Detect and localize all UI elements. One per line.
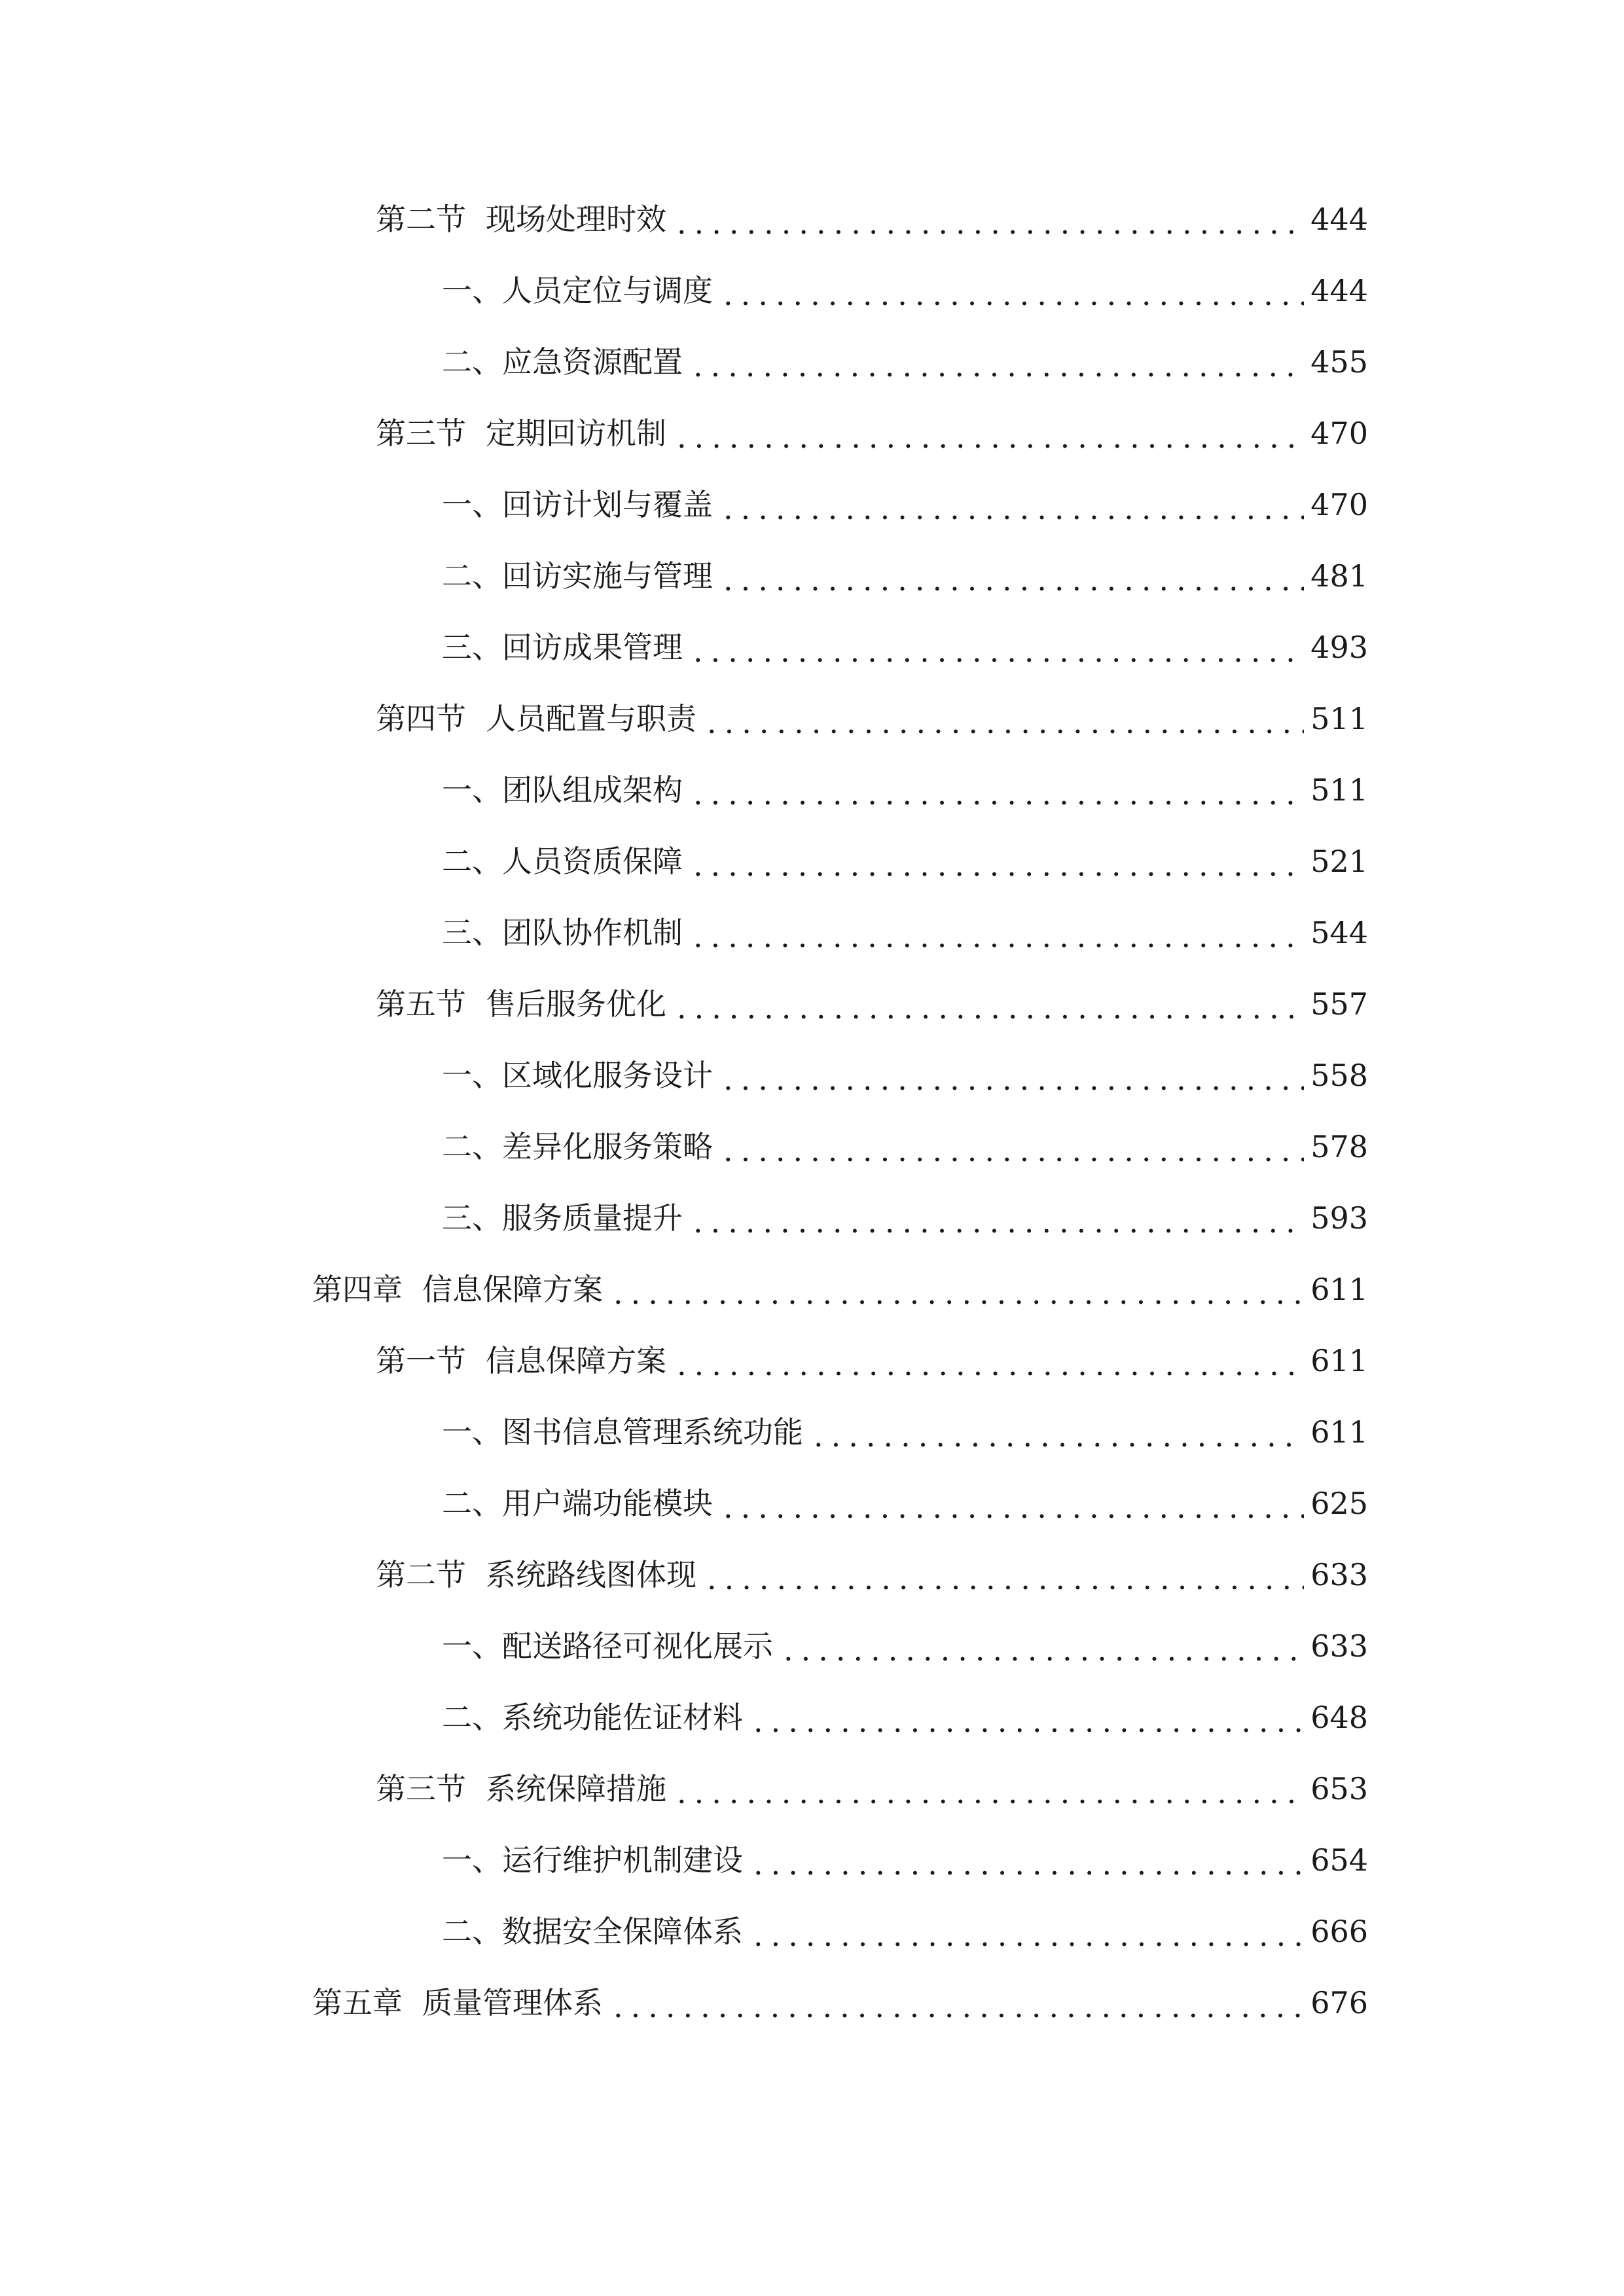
toc-entry-number: 第五节 [376, 986, 466, 1022]
toc-entry-page: 444 [1310, 273, 1368, 308]
toc-entry[interactable] [442, 1691, 1368, 1744]
toc-entry-number: 一、 [442, 1058, 502, 1093]
toc-entry[interactable] [312, 1263, 1368, 1316]
toc-entry-number: 二、 [442, 844, 502, 879]
toc-entry[interactable] [442, 1192, 1368, 1244]
toc-entry-number: 一、 [442, 772, 502, 808]
toc-entry-page: 455 [1310, 344, 1368, 380]
toc-entry[interactable] [442, 1049, 1368, 1102]
toc-dot-leader [784, 1624, 1304, 1676]
toc-entry[interactable] [442, 1620, 1368, 1672]
toc-dot-leader [723, 1053, 1304, 1105]
toc-dot-leader [693, 910, 1304, 963]
toc-entry-title: 回访计划与覆盖 [502, 487, 713, 522]
toc-entry-page: 593 [1310, 1200, 1368, 1236]
toc-entry[interactable] [442, 264, 1368, 317]
toc-entry[interactable] [376, 1763, 1368, 1815]
toc-entry-number: 一、 [442, 1628, 502, 1664]
toc-dot-leader [677, 1767, 1304, 1819]
toc-entry-page: 654 [1310, 1842, 1368, 1878]
toc-entry-number: 二、 [442, 1700, 502, 1735]
toc-entry-number: 一、 [442, 487, 502, 522]
toc-entry[interactable] [376, 978, 1368, 1030]
toc-entry[interactable] [442, 336, 1368, 388]
toc-dot-leader [693, 625, 1304, 677]
toc-entry-page: 633 [1310, 1557, 1368, 1592]
toc-entry[interactable] [376, 407, 1368, 459]
toc-entry[interactable] [442, 1834, 1368, 1886]
toc-entry-number: 一、 [442, 1414, 502, 1450]
toc-entry-page: 611 [1310, 1414, 1368, 1450]
toc-entry-number: 二、 [442, 1486, 502, 1521]
toc-entry-page: 544 [1310, 915, 1368, 950]
toc-entry-title: 售后服务优化 [486, 986, 666, 1022]
toc-entry-page: 611 [1310, 1343, 1368, 1378]
toc-entry-page: 666 [1310, 1914, 1368, 1949]
toc-entry-number: 第三节 [376, 416, 466, 451]
toc-entry-number: 二、 [442, 1129, 502, 1164]
toc-entry-title: 服务质量提升 [502, 1200, 683, 1236]
toc-entry-number: 第二节 [376, 1557, 466, 1592]
toc-entry-number: 二、 [442, 1914, 502, 1949]
toc-dot-leader [693, 839, 1304, 891]
toc-dot-leader [677, 982, 1304, 1034]
toc-entry[interactable] [376, 193, 1368, 245]
toc-entry-title: 数据安全保障体系 [502, 1914, 743, 1949]
toc-entry-title: 应急资源配置 [502, 344, 683, 380]
toc-entry[interactable] [442, 1121, 1368, 1173]
toc-entry-page: 633 [1310, 1628, 1368, 1664]
toc-dot-leader [613, 1267, 1304, 1319]
toc-entry-title: 团队协作机制 [502, 915, 683, 950]
toc-entry-title: 人员配置与职责 [486, 701, 696, 736]
toc-dot-leader [693, 340, 1304, 392]
toc-entry-page: 558 [1310, 1058, 1368, 1093]
toc-entry-title: 配送路径可视化展示 [502, 1628, 773, 1664]
toc-entry[interactable] [442, 1477, 1368, 1530]
toc-dot-leader [723, 482, 1304, 535]
toc-entry-number: 三、 [442, 915, 502, 950]
toc-entry-number: 二、 [442, 344, 502, 380]
toc-entry-title: 图书信息管理系统功能 [502, 1414, 803, 1450]
toc-entry-title: 区域化服务设计 [502, 1058, 713, 1093]
toc-entry[interactable] [442, 764, 1368, 816]
toc-entry-page: 444 [1310, 202, 1368, 237]
toc-entry-number: 二、 [442, 558, 502, 594]
toc-entry-page: 511 [1310, 701, 1368, 736]
toc-entry-page: 470 [1310, 487, 1368, 522]
toc-dot-leader [707, 696, 1304, 749]
toc-entry[interactable] [376, 1335, 1368, 1387]
toc-dot-leader [753, 1695, 1304, 1748]
toc-entry-number: 一、 [442, 1842, 502, 1878]
toc-entry-page: 521 [1310, 844, 1368, 879]
toc-entry-number: 第三节 [376, 1771, 466, 1806]
toc-entry-page: 557 [1310, 986, 1368, 1022]
toc-entry[interactable] [442, 1406, 1368, 1458]
toc-entry-title: 人员定位与调度 [502, 273, 713, 308]
toc-dot-leader [814, 1410, 1304, 1462]
toc-entry-title: 人员资质保障 [502, 844, 683, 879]
toc-dot-leader [677, 197, 1304, 249]
toc-entry-title: 回访实施与管理 [502, 558, 713, 594]
toc-entry-page: 648 [1310, 1700, 1368, 1735]
toc-entry-number: 第四节 [376, 701, 466, 736]
toc-entry-title: 团队组成架构 [502, 772, 683, 808]
toc-entry-page: 511 [1310, 772, 1368, 808]
toc-entry-title: 定期回访机制 [486, 416, 666, 451]
toc-entry-number: 第一节 [376, 1343, 466, 1378]
toc-entry[interactable] [442, 835, 1368, 888]
toc-entry[interactable] [442, 906, 1368, 959]
toc-entry-title: 系统保障措施 [486, 1771, 666, 1806]
toc-dot-leader [723, 268, 1304, 321]
toc-dot-leader [723, 1481, 1304, 1534]
toc-entry-page: 578 [1310, 1129, 1368, 1164]
toc-entry[interactable] [376, 1549, 1368, 1601]
toc-entry-title: 信息保障方案 [486, 1343, 666, 1378]
toc-entry[interactable] [442, 621, 1368, 673]
toc-entry-title: 差异化服务策略 [502, 1129, 713, 1164]
toc-entry-number: 第五章 [312, 1985, 403, 2020]
toc-dot-leader [723, 554, 1304, 606]
toc-entry-page: 481 [1310, 558, 1368, 594]
toc-dot-leader [677, 1338, 1304, 1391]
toc-entry[interactable] [312, 1977, 1368, 2029]
toc-entry-title: 质量管理体系 [422, 1985, 603, 2020]
toc-entry-title: 信息保障方案 [422, 1272, 603, 1307]
toc-entry[interactable] [442, 478, 1368, 531]
toc-entry-number: 三、 [442, 630, 502, 665]
toc-entry[interactable] [442, 1905, 1368, 1958]
toc-entry[interactable] [376, 692, 1368, 745]
toc-dot-leader [693, 768, 1304, 820]
toc-entry-title: 现场处理时效 [486, 202, 666, 237]
toc-entry-number: 三、 [442, 1200, 502, 1236]
toc-dot-leader [707, 1552, 1304, 1605]
toc-entry[interactable] [442, 550, 1368, 602]
toc-entry-title: 系统路线图体现 [486, 1557, 696, 1592]
toc-entry-title: 用户端功能模块 [502, 1486, 713, 1521]
toc-dot-leader [613, 1981, 1304, 2033]
toc-entry-title: 系统功能佐证材料 [502, 1700, 743, 1735]
toc-entry-page: 470 [1310, 416, 1368, 451]
toc-entry-number: 第二节 [376, 202, 466, 237]
toc-entry-page: 653 [1310, 1771, 1368, 1806]
toc-dot-leader [753, 1909, 1304, 1962]
toc-entry-page: 611 [1310, 1272, 1368, 1307]
toc-dot-leader [693, 1196, 1304, 1248]
toc-entry-title: 回访成果管理 [502, 630, 683, 665]
toc-dot-leader [723, 1124, 1304, 1177]
toc-entry-number: 第四章 [312, 1272, 403, 1307]
toc-entry-page: 625 [1310, 1486, 1368, 1521]
toc-entry-page: 493 [1310, 630, 1368, 665]
toc-entry-number: 一、 [442, 273, 502, 308]
toc-dot-leader [677, 411, 1304, 463]
toc-entry-title: 运行维护机制建设 [502, 1842, 743, 1878]
toc-entry-page: 676 [1310, 1985, 1368, 2020]
toc-dot-leader [753, 1838, 1304, 1890]
